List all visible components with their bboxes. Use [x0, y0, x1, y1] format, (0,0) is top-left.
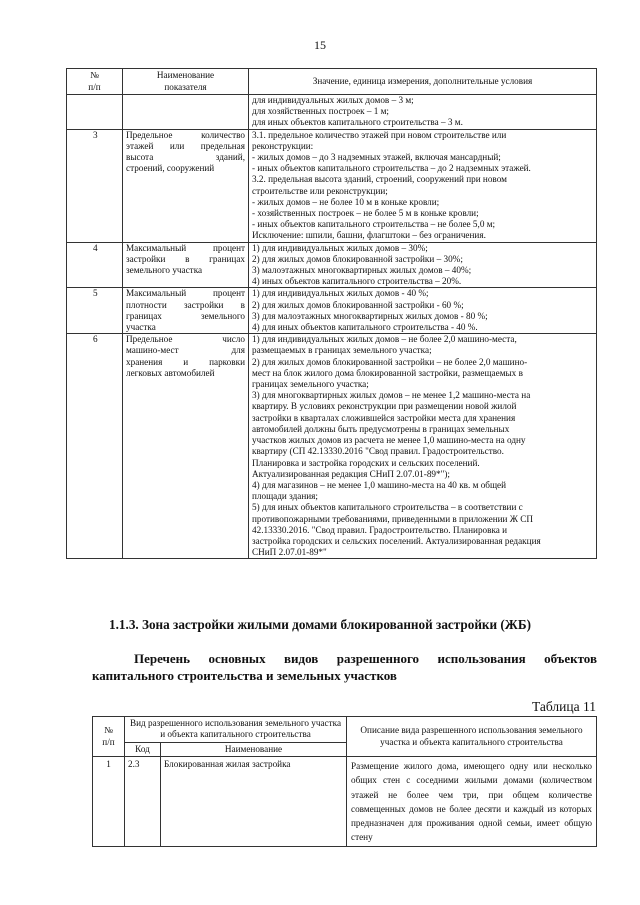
row-num: 5 — [67, 288, 123, 334]
text-line: 3.1. предельное количество этажей при новом строительстве или — [252, 129, 507, 140]
text-line: мест на блок жилого дома блокированной застройки, размещаемых в — [252, 367, 523, 378]
text-line: - иных объектов капитального строительства – до 2 надземных этажей. — [252, 163, 531, 174]
text-line: легковых автомобилей — [126, 367, 215, 378]
text-line: границах земельного участка; — [252, 379, 369, 390]
section-heading: 1.1.3. Зона застройки жилыми домами блокированной застройки (ЖБ) — [109, 617, 531, 632]
land-use-table — [92, 716, 597, 847]
text-line: квартиру. В условиях реконструкции при размещении новой жилой — [252, 401, 517, 412]
parameters-table — [66, 68, 597, 559]
text-line: Планировка и застройка городских и сельских поселений. — [252, 457, 480, 468]
text-line: 2) для жилых домов блокированной застройки - 60 %; — [252, 299, 464, 310]
row-num: 3 — [67, 129, 123, 242]
row-description: Размещение жилого дома, имеющего одну или несколько общих стен с соседними жилыми домами (количеством этажей не более чем три, при общем количестве совмещенных домов не более десяти и каждый из которых предназначен для проживания одной семьи, имеет общую стену — [347, 757, 597, 847]
text-line: 2) для жилых домов блокированной застройки – не более 2,0 машино- — [252, 356, 528, 367]
row-parameter-name — [123, 242, 249, 288]
text-line: квартиру (СП 42.13330.2016 "Свод правил. Градостроительство. — [252, 446, 504, 457]
text-line: плотности застройки в — [126, 299, 245, 310]
text-line: СНиП 2.07.01-89*" — [252, 547, 327, 558]
table-header-row — [93, 717, 597, 743]
list-heading — [92, 650, 597, 684]
page-number: 15 — [314, 38, 326, 52]
text-line: высота зданий, — [126, 152, 245, 163]
text-line: автомобилей должны быть предусмотрены в границах земельных — [252, 423, 510, 434]
list-heading-line-2: капитального строительства и земельных участков — [92, 668, 397, 683]
text-line: Максимальный процент — [126, 288, 245, 299]
text-line: для индивидуальных жилых домов – 3 м; — [252, 95, 414, 105]
text-line: - жилых домов – не более 10 м в коньке кровли; — [252, 196, 440, 207]
row-parameter-name — [123, 129, 249, 242]
row-parameter-name — [123, 288, 249, 334]
text-line: этажей или предельная — [126, 140, 245, 151]
table-row — [67, 129, 597, 242]
table-row — [67, 334, 597, 559]
text-line: 3) для многоквартирных жилых домов – не менее 1,2 машино-места на — [252, 390, 531, 401]
list-heading-line-1: Перечень основных видов разрешенного использования объектов — [134, 651, 597, 666]
text-line: застройки в кварталах сложившейся застройки места для хранения — [252, 412, 516, 423]
header-description: Описание вида разрешенного использования земельного участка и объекта капитального строительства — [347, 717, 597, 757]
text-line: размещаемых в границах земельного участка; — [252, 345, 432, 356]
text-line: 3) для малоэтажных многоквартирных жилых домов - 80 %; — [252, 310, 488, 321]
text-line: участка — [126, 322, 156, 333]
text-line: застройка городских и сельских поселений. Актуализированная редакция — [252, 535, 541, 546]
row-num: 1 — [93, 757, 125, 847]
continued-value-cell — [249, 95, 597, 130]
text-line: строительстве или реконструкции; — [252, 185, 388, 196]
text-line: границах земельного — [126, 310, 245, 321]
text-line: противопожарными требованиями, приведенными в приложении Ж СП — [252, 513, 534, 524]
header-name: Наименование — [161, 742, 347, 756]
row-num: 4 — [67, 242, 123, 288]
header-use-type: Вид разрешенного использования земельного участка и объекта капитального строительства — [125, 717, 347, 743]
table-row — [67, 242, 597, 288]
table-label: Таблица 11 — [532, 699, 596, 714]
row-num: 6 — [67, 334, 123, 559]
text-line: для хозяйственных построек – 1 м; — [252, 106, 389, 117]
row-parameter-name — [123, 334, 249, 559]
text-line: Актуализированная редакция СНиП 2.07.01-89*"); — [252, 468, 450, 479]
table-header-row — [67, 69, 597, 95]
text-line: застройки в границах — [126, 253, 245, 264]
header-code: Код — [125, 742, 161, 756]
text-line: 42.13330.2016. "Свод правил. Градостроительство. Планировка и — [252, 524, 508, 535]
row-code: 2.3 — [125, 757, 161, 847]
text-line: 5) для иных объектов капитального строительства – в соответствии с — [252, 502, 523, 513]
text-line: 4) для магазинов – не менее 1,0 машино-места на 40 кв. м общей — [252, 479, 507, 490]
row-parameter-value — [249, 334, 597, 559]
row-name: Блокированная жилая застройка — [161, 757, 347, 847]
text-line: реконструкции: — [252, 140, 314, 151]
table-row — [93, 757, 597, 847]
text-line: 2) для жилых домов блокированной застройки – 30%; — [252, 253, 463, 264]
text-line: Исключение: шпили, башни, флагштоки – без ограничения. — [252, 230, 486, 241]
text-line: - жилых домов – до 3 надземных этажей, включая мансардный; — [252, 152, 501, 163]
text-line: 3.2. предельная высота зданий, строений, сооружений при новом — [252, 174, 507, 185]
text-line: 3) малоэтажных многоквартирных жилых домов – 40%; — [252, 265, 472, 276]
header-value: Значение, единица измерения, дополнительные условия — [249, 69, 597, 95]
header-name: Наименование показателя — [123, 69, 249, 95]
text-line: Максимальный процент — [126, 242, 245, 253]
text-line: земельного участка — [126, 265, 203, 276]
text-line: Предельное число — [126, 334, 245, 345]
text-line: - хозяйственных построек – не более 5 м в коньке кровли; — [252, 208, 479, 219]
text-line: Предельное количество — [126, 129, 245, 140]
text-line: хранения и парковки — [126, 356, 245, 367]
text-line: - иных объектов капитального строительства – не более 5,0 м; — [252, 219, 496, 230]
text-line: машино-мест для — [126, 345, 245, 356]
table-row — [67, 95, 597, 130]
text-line: 1) для индивидуальных жилых домов - 40 %; — [252, 288, 429, 299]
text-line: участков жилых домов из расчета не менее 1,0 машино-места на одну — [252, 435, 526, 446]
text-line: площади здания; — [252, 491, 318, 502]
row-parameter-value — [249, 129, 597, 242]
text-line: 1) для индивидуальных жилых домов – 30%; — [252, 242, 428, 253]
header-num: № п/п — [93, 717, 125, 757]
row-parameter-value — [249, 242, 597, 288]
row-parameter-value — [249, 288, 597, 334]
table-row — [67, 288, 597, 334]
text-line: строений, сооружений — [126, 163, 215, 174]
header-num: № п/п — [67, 69, 123, 95]
text-line: 4) иных объектов капитального строительства – 20%. — [252, 276, 462, 287]
text-line: 1) для индивидуальных жилых домов – не более 2,0 машино-места, — [252, 334, 517, 345]
text-line: 4) для иных объектов капитального строительства - 40 %. — [252, 322, 478, 333]
text-line: для иных объектов капитального строительства – 3 м. — [252, 117, 463, 128]
